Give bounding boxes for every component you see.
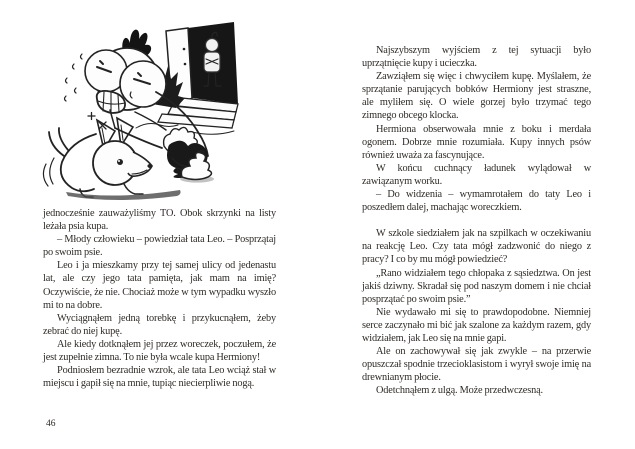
paragraph: Odetchnąłem z ulgą. Może przedwczesną. [376,385,543,397]
paragraph: – Młody człowieku – powiedział tata Leo. – Posprzątaj po swoim psie. [43,234,276,259]
paragraph: W szkole siedziałem jak na szpilkach w oczekiwaniu na reakcję Leo. Czy tata mógł zadzwonić do niego z pracy? I co by mu mógł powiedzieć? [362,228,591,266]
page-number: 46 [46,419,56,429]
book-illustration [40,16,256,212]
paragraph: Ale kiedy dotknąłem jej przez woreczek, poczułem, że jest zupełnie zimna. To nie była wcale kupa Hermiony! [43,338,276,364]
right-text-column [362,44,591,397]
dog-tail [49,128,68,156]
paragraph: Najszybszym wyjściem z tej sytuacji było uprzątnięcie kupy i ucieczka. [362,45,591,70]
paragraph: Nie wydawało mi się to prawdopodobne. Niemniej serce zaczynało mi bić jak szalone za każdym razem, gdy widziałem, jak Leo się na mnie gapi. [362,306,591,344]
sweat-drops [65,54,83,101]
paragraph: Leo i ja mieszkamy przy tej samej ulicy od jedenastu lat, ale czy jego tata pamięta, jak mam na imię? Oczywiście, że nie. Chociaż może w tym wypadku wyszło mi to na dobre. [43,260,276,311]
paragraph: Podniosłem bezradnie wzrok, ale tata Leo wciąż stał w miejscu i gapił się na mnie, tupiąc niecierpliwie nogą. [43,365,276,390]
paragraph: Ale on zachowywał się jak zwykle – na przerwie opuszczał spodnie trzecioklasistom i wyrył swoje imię na drewnianym płocie. [362,346,591,384]
paragraph: „Rano widziałem tego chłopaka z sąsiedztwa. On jest jakiś dziwny. Skradał się pod naszym domem i nie chciał posprzątać po swoim psie.” [362,267,591,305]
dog-eye [117,159,123,165]
dog-drawing [43,118,180,200]
paragraph: Hermiona obserwowała mnie z boku i merdała ogonem. Dobrze mnie rozumiała. Kupy innych psów również uważa za fascynujące. [362,123,591,161]
paragraph: Wyciągnąłem jedną torebkę i przykucnąłem, żeby zebrać do niej kupę. [43,312,276,337]
paragraph: jednocześnie zauważyliśmy TO. Obok skrzynki na listy leżała psia kupa. [43,208,276,233]
paragraph: W końcu cuchnący ładunek wylądował w zawiązanym worku. [362,162,591,187]
paragraph: Zawziąłem się więc i chwyciłem kupę. Myślałem, że sprzątanie parujących bobków Hermiony jest straszne, ale myliłem się. O wiele gorzej było trzymać tego zimnego obcego klocka. [362,71,591,122]
dog-nose [147,164,152,168]
motion-lines [43,158,54,186]
paragraph: – Do widzenia – wymamrotałem do taty Leo i poszedłem dalej, machając woreczkiem. [362,189,591,214]
glasses-right-lens [120,61,166,107]
left-text-column [43,207,276,390]
dog-body [61,134,96,191]
